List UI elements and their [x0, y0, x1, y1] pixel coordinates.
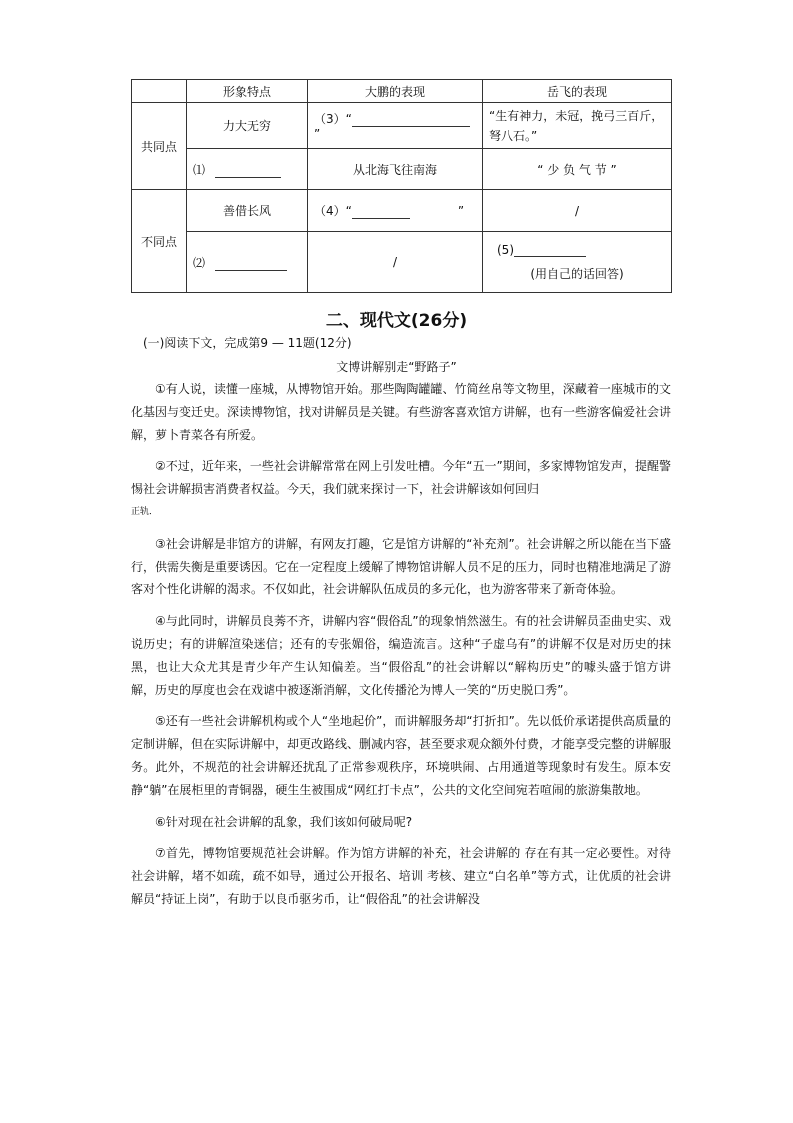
row2-feature-num: ⑴ [193, 162, 206, 177]
table-header-yuefei: 岳飞的表现 [483, 80, 672, 103]
article-body [131, 378, 671, 920]
paragraph-3: ③社会讲解是非馆方的讲解，有网友打趣，它是馆方讲解的“补充剂”。社会讲解之所以能在当下盛行，供需失衡是重要诱因。它在一定程度上缓解了博物馆讲解人员不足的压力，同时也精准地满足了游客对个性化讲解的渴求。不仅如此，社会讲解队伍成员的多元化，也为游客带来了新奇体验。 [131, 536, 672, 597]
row1-feature: 力大无穷 [187, 103, 308, 149]
section-title: 二、现代文(26分) [325, 311, 468, 331]
paragraph-7: ⑦首先，博物馆要规范社会讲解。作为馆方讲解的补充，社会讲解的 存在有其一定必要性。对待社会讲解，堵不如疏，疏不如导，通过公开报名、培训 考核、建立“白名单”等方式，让优质的社会讲解员“持证上岗”，有助于以良币驱劣币，让“假俗乱”的社会讲解没 [131, 846, 671, 906]
row3-feature: 善借长风 [187, 190, 308, 232]
paragraph-2: ②不过，近年来，一些社会讲解常常在网上引发吐槽。今年“五一”期间，多家博物馆发声，提醒警惕社会讲解损害消费者权益。今天，我们就来探讨一下，社会讲解该如何回归 [131, 459, 671, 497]
answer-blank-1[interactable] [215, 165, 281, 178]
article-title: 文博讲解别走“野路子” [336, 360, 457, 374]
paragraph-2-tail: 正轨． [131, 506, 159, 517]
answer-note: (用自己的话回答) [530, 266, 624, 281]
part-instruction: (一)阅读下文，完成第9 — 11题(12分) [143, 336, 352, 350]
row4-yuefei[interactable] [483, 232, 672, 293]
comparison-table [131, 79, 672, 293]
paragraph-4: ④与此同时，讲解员良莠不齐，讲解内容“假俗乱”的现象悄然滋生。有的社会讲解员歪曲史实、戏说历史；有的讲解渲染迷信；还有的专张媚俗，编造流言。这种“子虚乌有”的讲解不仅是对历史的抹黑，也让大众尤其是青少年产生认知偏差。当“假俗乱”的社会讲解以“解构历史”的噱头盛于馆方讲解，历史的厚度也会在戏谑中被逐渐消解，文化传播沦为博人一笑的“历史脱口秀”。 [131, 614, 671, 697]
answer-blank-5[interactable] [514, 244, 586, 257]
row1-dapeng-prefix: （3）“ [314, 112, 352, 126]
row3-dapeng-prefix: （4）“ [314, 204, 352, 218]
row2-dapeng: 从北海飞往南海 [308, 149, 483, 190]
row1-yuefei: “生有神力，未冠，挽弓三百斤，弩八石。” [483, 103, 672, 149]
common-label: 共同点 [132, 103, 187, 190]
diff-label: 不同点 [132, 190, 187, 293]
row1-dapeng[interactable] [308, 103, 483, 149]
paragraph-1: ①有人说，读懂一座城，从博物馆开始。那些陶陶罐罐、竹简丝帛等文物里，深藏着一座城市的文化基因与变迁史。深读博物馆，找对讲解员是关键。有些游客喜欢馆方讲解，也有一些游客偏爱社会讲解，萝卜青菜各有所爱。 [131, 382, 672, 442]
row4-feature-num: ⑵ [193, 255, 206, 270]
paragraph-5: ⑤还有一些社会讲解机构或个人“坐地起价”，而讲解服务却“打折扣”。先以低价承诺提供高质量的定制讲解，但在实际讲解中，却更改路线、删减内容，甚至要求观众额外付费，才能享受完整的讲解服务。此外，不规范的社会讲解还扰乱了正常参观秩序，环境哄闹、占用通道等现象时有发生。原本安静“躺”在展柜里的青铜器，硬生生被围成“网红打卡点”，公共的文化空间宛若喧闹的旅游集散地。 [131, 714, 672, 797]
answer-blank-4[interactable] [352, 206, 410, 219]
row3-dapeng-suffix: ” [457, 204, 465, 218]
row3-yuefei: / [483, 190, 672, 232]
row2-feature[interactable] [187, 149, 308, 190]
paragraph-6: ⑥针对现在社会讲解的乱象，我们该如何破局呢? [155, 814, 413, 829]
table-header-empty [132, 80, 187, 103]
row4-feature[interactable] [187, 232, 308, 293]
row2-yuefei: “ 少 负 气 节 ” [483, 149, 672, 190]
row4-dapeng: / [308, 232, 483, 293]
table-header-feature: 形象特点 [187, 80, 308, 103]
row3-dapeng[interactable] [308, 190, 483, 232]
row1-dapeng-suffix: ” [314, 127, 321, 141]
row4-yuefei-num: (5) [497, 242, 514, 257]
table-header-dapeng: 大鹏的表现 [308, 80, 483, 103]
answer-blank-2[interactable] [215, 258, 287, 271]
answer-blank-3[interactable] [352, 114, 470, 127]
